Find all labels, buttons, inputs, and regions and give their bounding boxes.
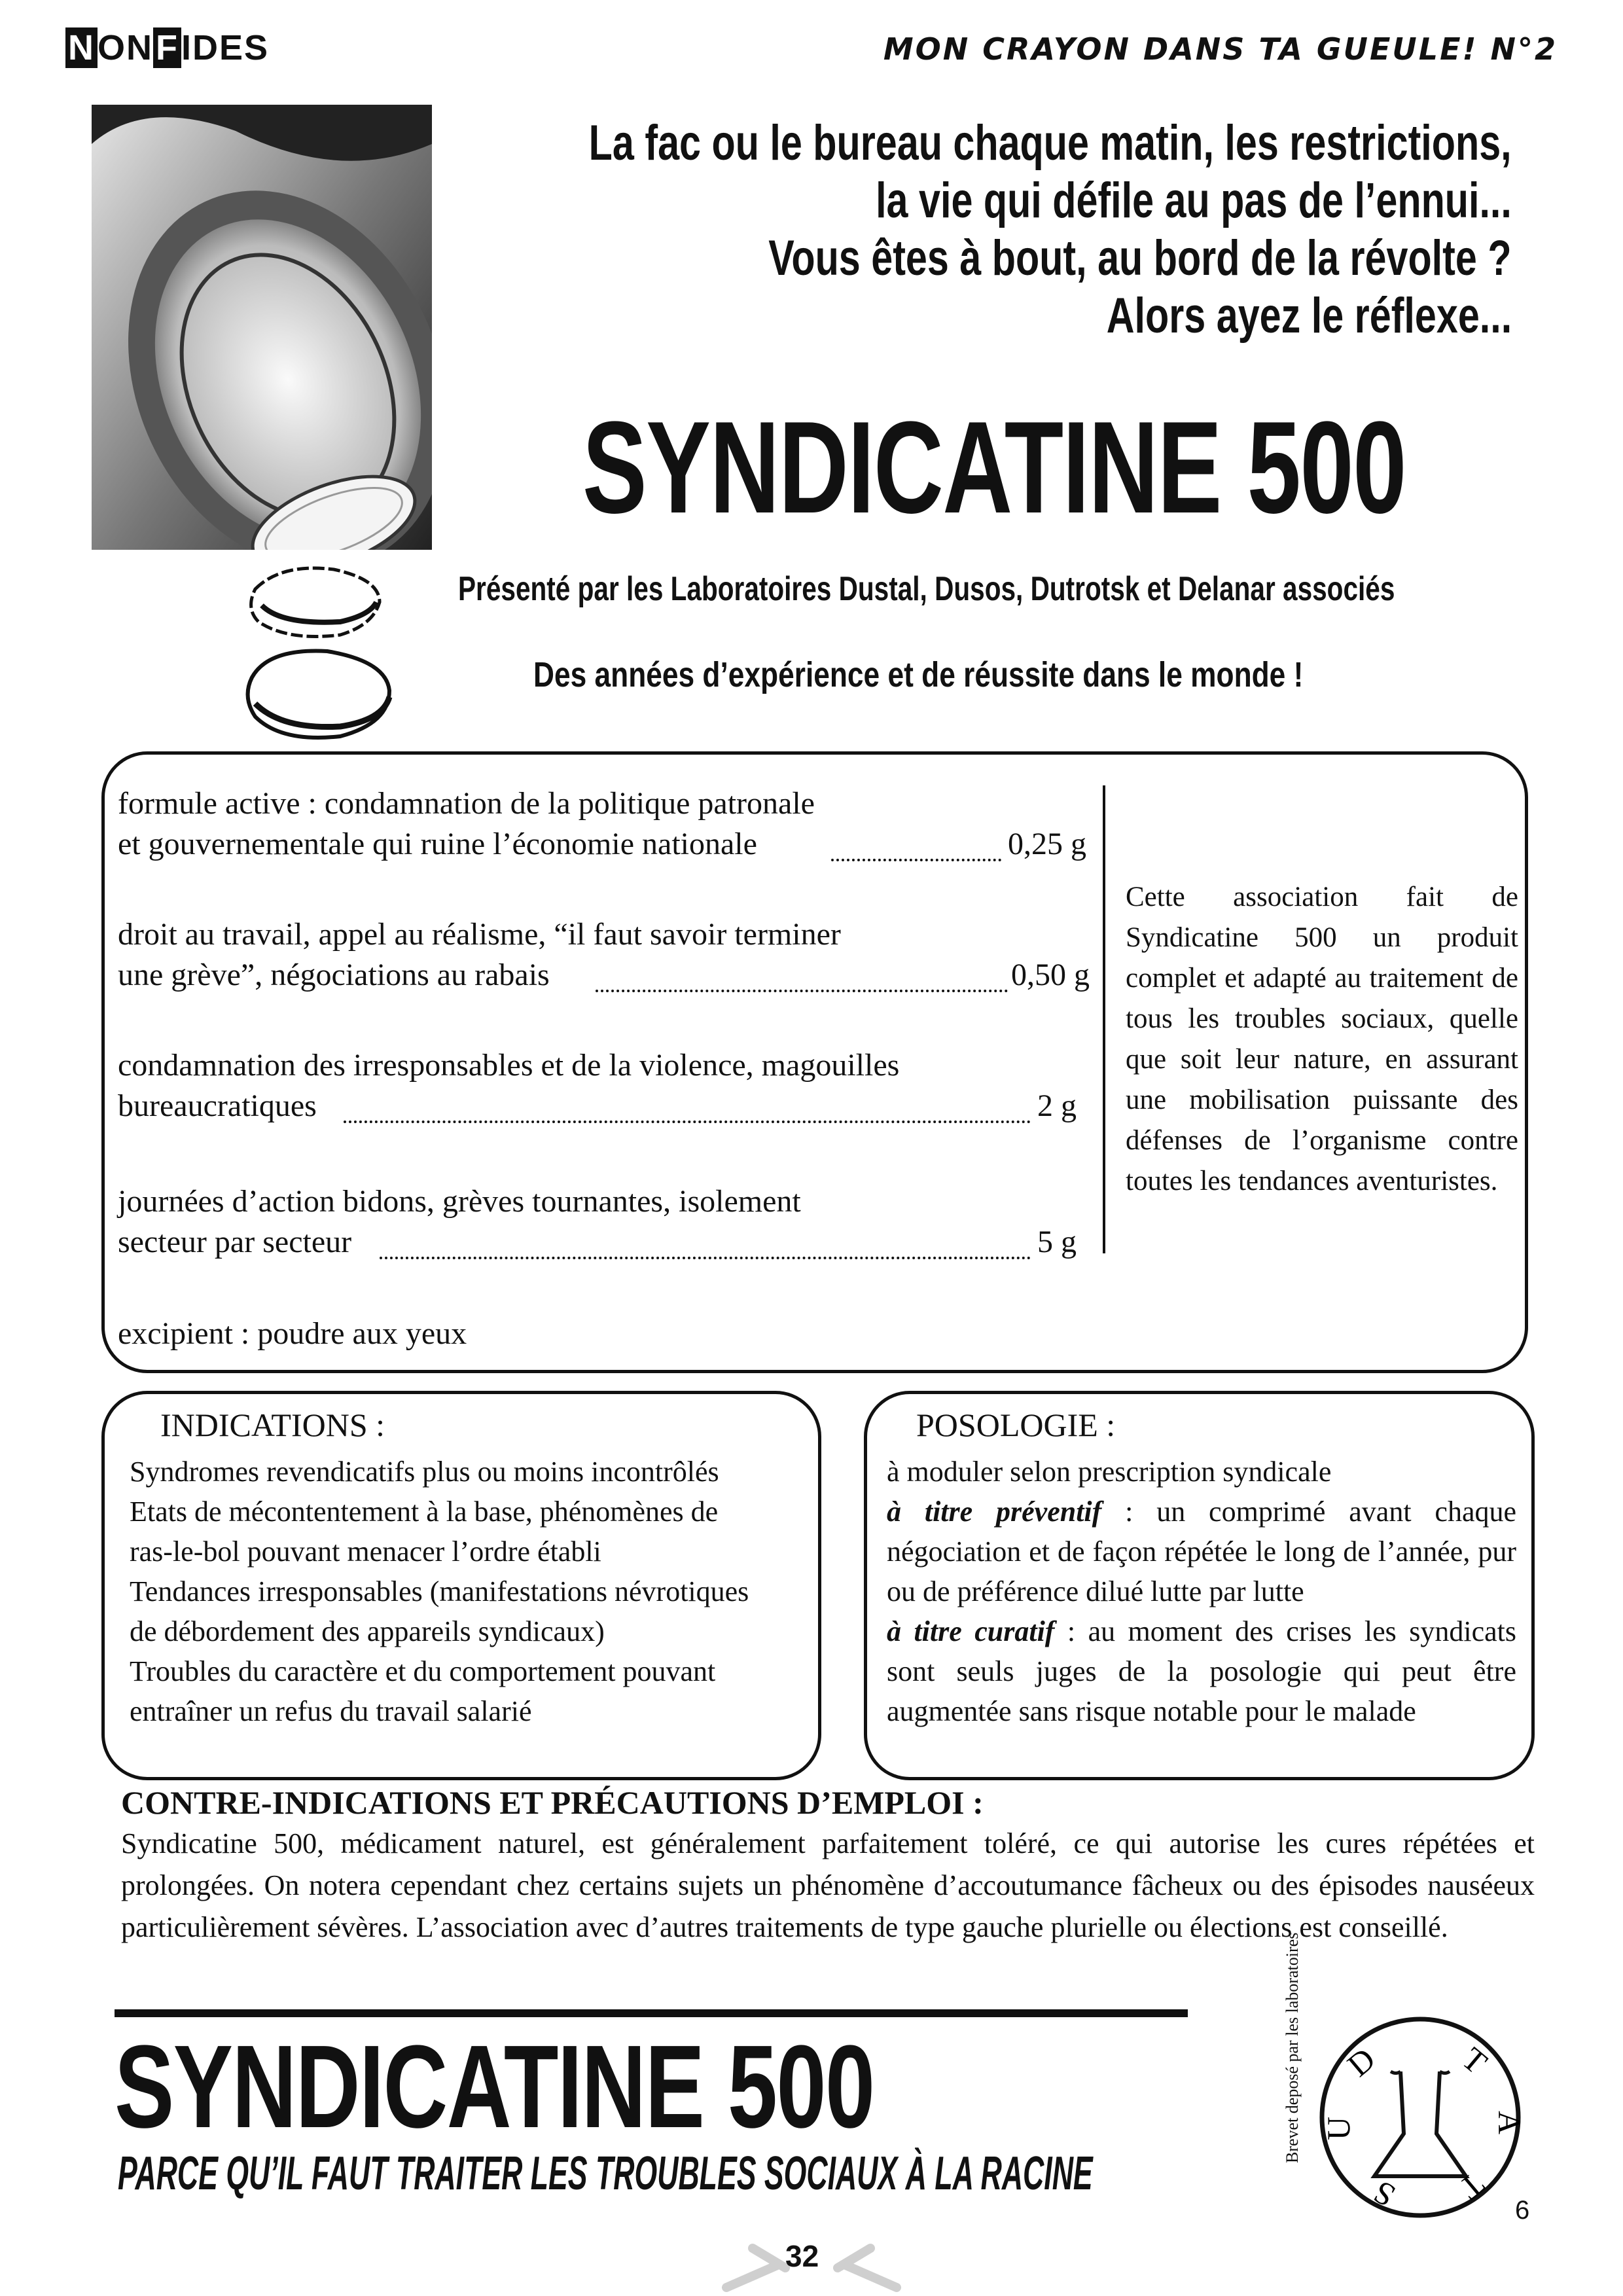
posologie-box — [864, 1391, 1535, 1780]
seal-letter-t-top: T — [1455, 2039, 1495, 2081]
posologie-text — [887, 1452, 1516, 1731]
contre-indications-title: CONTRE-INDICATIONS ET PRÉCAUTIONS D’EMPLOI : — [121, 1784, 984, 1821]
posologie-curatif — [887, 1611, 1516, 1731]
headline-line-3: Vous êtes à bout, au bord de la révolte ? — [768, 230, 1512, 286]
formula-item-1-line-2: et gouvernementale qui ruine l’économie nationale — [118, 827, 757, 861]
dustat-seal — [1312, 2009, 1528, 2225]
formula-item-3-line-2: bureaucratiques — [118, 1088, 317, 1123]
indication-line: de débordement des appareils syndicaux) — [130, 1615, 605, 1647]
headline-line-1: La fac ou le bureau chaque matin, les restrictions, — [589, 115, 1512, 171]
formula-item-4-line-2: secteur par secteur — [118, 1225, 352, 1259]
pill-bottle-image — [92, 105, 432, 589]
indication-line: Tendances irresponsables (manifestations névrotiques — [130, 1575, 749, 1607]
indications-box — [101, 1391, 821, 1780]
formula-divider — [1103, 785, 1105, 1253]
seal-letter-s: S — [1366, 2174, 1401, 2215]
curatif-label: à titre curatif — [887, 1615, 1055, 1647]
issue-title: MON CRAYON DANS TA GUEULE! N°2 — [883, 31, 1558, 67]
association-text: Cette association fait de Syndicatine 500 un produit complet et adapté au traitement de tous les troubles sociaux, quelle que soit leur nature, en assurant une mobilisation puissante des défenses de l’organisme contre toutes les tendances aventuristes. — [1126, 882, 1518, 1196]
posologie-preventif — [887, 1492, 1516, 1611]
indication-line: Syndromes revendicatifs plus ou moins incontrôlés — [130, 1456, 719, 1488]
posologie-title: POSOLOGIE : — [916, 1407, 1116, 1443]
experience-tagline: Des années d’expérience et de réussite dans le monde ! — [533, 655, 1304, 694]
footer-rule — [115, 2009, 1188, 2017]
logo-mid: ON — [98, 28, 153, 67]
seal-letter-t-bottom: T — [1452, 2166, 1491, 2207]
contre-indications-text: Syndicatine 500, médicament naturel, est généralement parfaitement toléré, ce qui autorise les cures répétées et prolongées. On notera cependant chez certains sujets un phénomène d’accoutumance fâcheux ou des épisodes nauséeux particulièrement sévères. L’association avec d’autres traitements de type gauche plurielle ou élections est conseillé. — [121, 1827, 1535, 1943]
formula-item-2-row — [118, 957, 1090, 993]
formula-item-4-line-1: journées d’action bidons, grèves tournantes, isolement — [118, 1184, 801, 1219]
preventif-text: : un comprimé avant chaque négociation et de façon répétée le long de l’année, pur ou de préférence dilué lutte par lutte — [887, 1496, 1516, 1607]
magazine-logo — [65, 27, 269, 68]
footer-slogan: PARCE QU’IL FAUT TRAITER LES TROUBLES SOCIAUX À LA RACINE — [118, 2147, 1093, 2200]
presented-by: Présenté par les Laboratoires Dustal, Dusos, Dutrotsk et Delanar associés — [458, 570, 1395, 608]
footer-product-title: SYNDICATINE 500 — [115, 2021, 874, 2153]
dot-leader — [831, 859, 1001, 861]
logo-box-f: F — [153, 27, 181, 68]
indications-title: INDICATIONS : — [160, 1407, 385, 1443]
formula-item-3-row — [118, 1088, 1086, 1124]
seal-letter-d: D — [1340, 2040, 1382, 2084]
dot-leader — [380, 1257, 1031, 1259]
indication-line: Troubles du caractère et du comportement pouvant — [130, 1655, 716, 1687]
logo-end: IDES — [181, 28, 270, 67]
formula-excipient: excipient : poudre aux yeux — [118, 1316, 467, 1351]
indication-line: Etats de mécontentement à la base, phénomènes de — [130, 1496, 719, 1528]
dot-leader — [344, 1121, 1031, 1123]
headline-line-2: la vie qui défile au pas de l’ennui... — [876, 173, 1512, 228]
headline-line-4: Alors ayez le réflexe... — [1106, 288, 1512, 344]
dot-leader — [596, 990, 1008, 992]
formula-item-1-line-1: formule active : condamnation de la politique patronale — [118, 786, 815, 821]
page-number: 32 — [785, 2239, 819, 2273]
formula-item-3-dose: 2 g — [1037, 1088, 1077, 1123]
logo-box-n: N — [65, 27, 98, 68]
product-title: SYNDICATINE 500 — [582, 395, 1406, 541]
formula-item-2-line-2: une grève”, négociations au rabais — [118, 958, 550, 992]
formula-item-3-line-1: condamnation des irresponsables et de la violence, magouilles — [118, 1048, 900, 1083]
formula-item-4-dose: 5 g — [1037, 1225, 1077, 1259]
formula-item-1-row — [118, 826, 1086, 862]
indication-line: entraîner un refus du travail salarié — [130, 1695, 532, 1727]
formula-item-2-dose: 0,50 g — [1011, 958, 1090, 992]
seal-letter-a: A — [1491, 2111, 1528, 2135]
indication-line: ras-le-bol pouvant menacer l’ordre établi — [130, 1535, 601, 1568]
preventif-label: à titre préventif — [887, 1496, 1102, 1528]
brevet-text: Brevet deposé par les laboratoires — [1283, 1932, 1302, 2163]
seal-letter-u: U — [1320, 2116, 1357, 2140]
indications-list — [130, 1452, 804, 1731]
formula-item-4-row — [118, 1224, 1086, 1260]
formula-item-1-dose: 0,25 g — [1008, 827, 1086, 861]
corner-number: 6 — [1515, 2196, 1530, 2225]
formula-item-2-line-1: droit au travail, appel au réalisme, “il faut savoir terminer — [118, 917, 841, 952]
posologie-intro: à moduler selon prescription syndicale — [887, 1456, 1332, 1488]
curatif-text: : au moment des crises les syndicats sont seuls juges de la posologie qui peut être augmentée sans risque notable pour le malade — [887, 1615, 1516, 1727]
pills-image — [242, 563, 399, 759]
